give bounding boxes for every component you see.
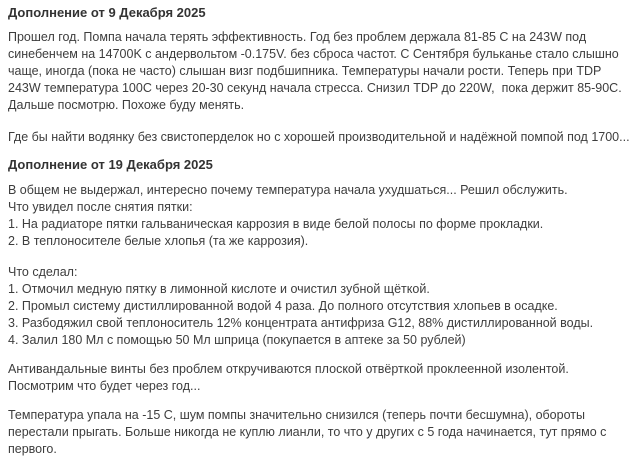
update1-heading: Дополнение от 9 Декабря 2025 xyxy=(8,5,206,20)
update1-paragraph-status: Прошел год. Помпа начала терять эффективность. Год без проблем держала 81-85 С на 243W под синебенчем на 14700K с андервольтом -0.175V. без сброса частот. С Сентября бульканье стало слышно чаще, иногда (пока не часто) слышан визг подбшипника. Температуры начали рости. Теперь при TDP 243W температура 100С через 20-30 секунд начала стресса. Снизил TDP до 220W, пока держит 85-90С. Дальше посмотрю. Похоже буду менять. xyxy=(8,30,626,112)
actions-line: 4. Залил 180 Мл с помощью 50 Мл шприца (покупается в аптеке за 50 рублей) xyxy=(8,333,466,347)
actions-line: 1. Отмочил медную пятку в лимонной кислоте и очистил зубной щёткой. xyxy=(8,282,430,296)
update2-heading: Дополнение от 19 Декабря 2025 xyxy=(8,157,213,172)
findings-line: Что увидел после снятия пятки: xyxy=(8,200,193,214)
findings-line: В общем не выдержал, интересно почему температура начала ухудшаться... Решил обслужить. xyxy=(8,183,568,197)
actions-line: Что сделал: xyxy=(8,265,78,279)
actions-line: 3. Разбодяжил свой теплоноситель 12% концентрата антифриза G12, 88% дистиллированной воды. xyxy=(8,316,594,330)
findings-line: 2. В теплоносителе белые хлопья (та же каррозия). xyxy=(8,234,309,248)
update2-paragraph-result: Температура упала на -15 С, шум помпы значительно снизился (теперь почти бесшумна), обороты перестали прыгать. Больше никогда не куплю лианли, то что у других с 5 года начинается, тут прямо с первого. xyxy=(8,408,610,456)
actions-line: 2. Промыл систему дистиллированной водой 4 раза. До полного отсутствия хлопьев в осадке. xyxy=(8,299,558,313)
update2-paragraph-screws: Антивандальные винты без проблем откручиваются плоской отвёрткой проклеенной изолентой. Посмотрим что будет через год... xyxy=(8,362,573,393)
update2-actions-block xyxy=(8,264,632,349)
update2-findings-block xyxy=(8,182,632,250)
findings-line: 1. На радиаторе пятки гальваническая каррозия в виде белой полосы по форме прокладки. xyxy=(8,217,544,231)
update1-paragraph-wish: Где бы найти водянку без свистоперделок но с хорошей производительной и надёжной помпой под 1700... xyxy=(8,130,630,144)
